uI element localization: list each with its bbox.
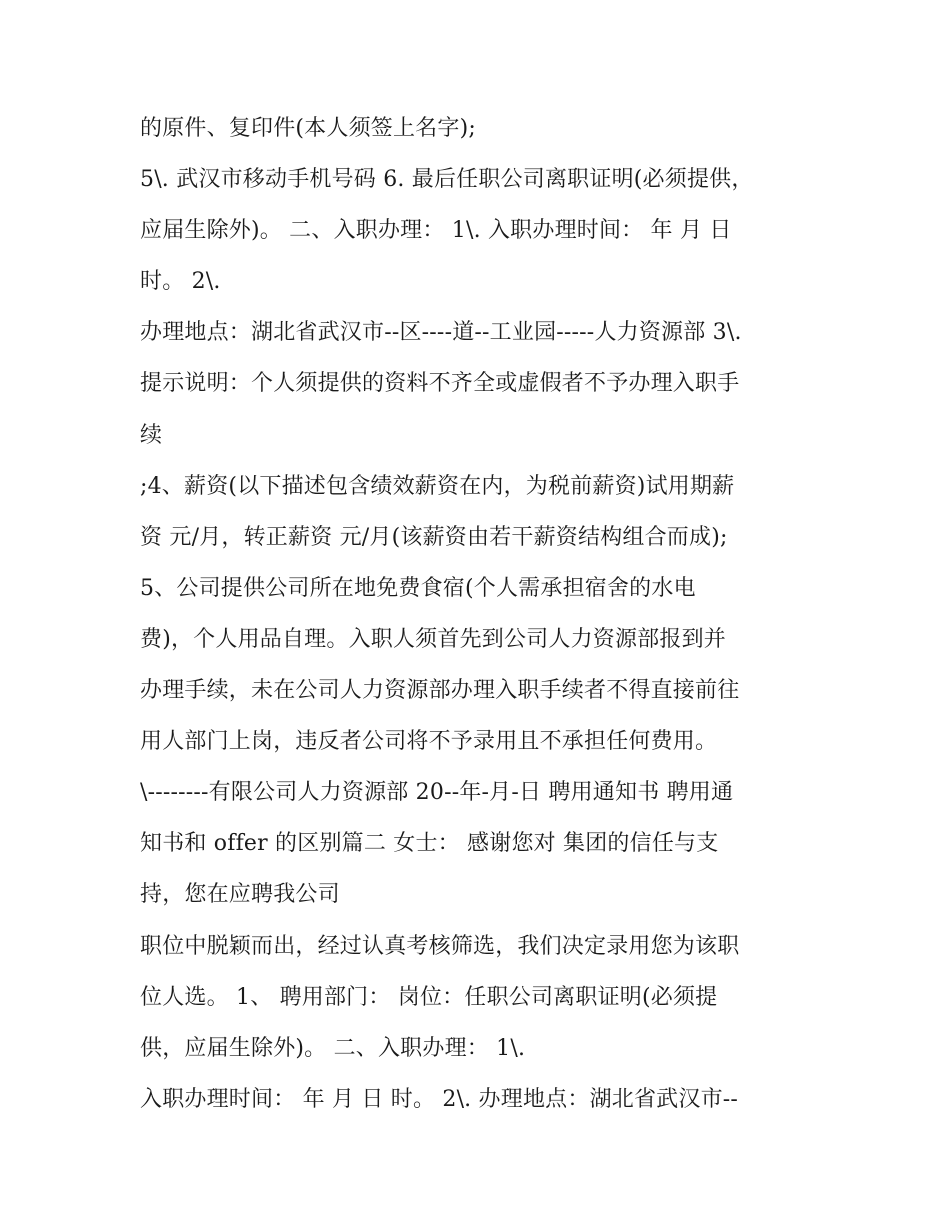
text-line: 持，您在应聘我公司: [140, 882, 340, 908]
text-line: ;4、薪资(以下描述包含绩效薪资在内，为税前薪资)试用期薪: [140, 473, 735, 499]
text-line: 时。 2\.: [140, 269, 221, 295]
text-line: \--------有限公司人力资源部 20--年-月-日 聘用通知书 聘用通: [140, 780, 734, 806]
text-line: 5\. 武汉市移动手机号码 6. 最后任职公司离职证明(必须提供，: [140, 167, 754, 193]
text-line: 办理手续，未在公司人力资源部办理入职手续者不得直接前往: [140, 678, 740, 704]
text-line: 5、公司提供公司所在地免费食宿(个人需承担宿舍的水电: [140, 575, 696, 601]
text-line: 办理地点：湖北省武汉市--区----道--工业园-----人力资源部 3\.: [140, 320, 742, 346]
text-line: 位人选。 1、 聘用部门： 岗位：任职公司离职证明(必须提: [140, 984, 718, 1010]
text-line: 入职办理时间： 年 月 日 时。 2\. 办理地点：湖北省武汉市--: [140, 1086, 739, 1112]
document-body: [140, 103, 820, 1125]
text-line: 应届生除外)。 二、入职办理： 1\. 入职办理时间： 年 月 日: [140, 218, 732, 244]
text-line: 供，应届生除外)。 二、入职办理： 1\.: [140, 1035, 526, 1061]
text-line: 费)，个人用品自理。入职人须首先到公司人力资源部报到并: [140, 626, 726, 652]
text-line: 知书和 offer 的区别篇二 女士： 感谢您对 集团的信任与支: [140, 831, 719, 857]
text-line: 的原件、复印件(本人须签上名字);: [140, 116, 476, 141]
text-line: 续: [140, 422, 163, 448]
text-line: 资 元/月，转正薪资 元/月(该薪资由若干薪资结构组合而成);: [140, 524, 728, 550]
text-line: 职位中脱颖而出，经过认真考核筛选，我们决定录用您为该职: [140, 933, 740, 959]
text-line: 用人部门上岗，违反者公司将不予录用且不承担任何费用。: [140, 729, 718, 755]
text-line: 提示说明：个人须提供的资料不齐全或虚假者不予办理入职手: [140, 371, 740, 397]
